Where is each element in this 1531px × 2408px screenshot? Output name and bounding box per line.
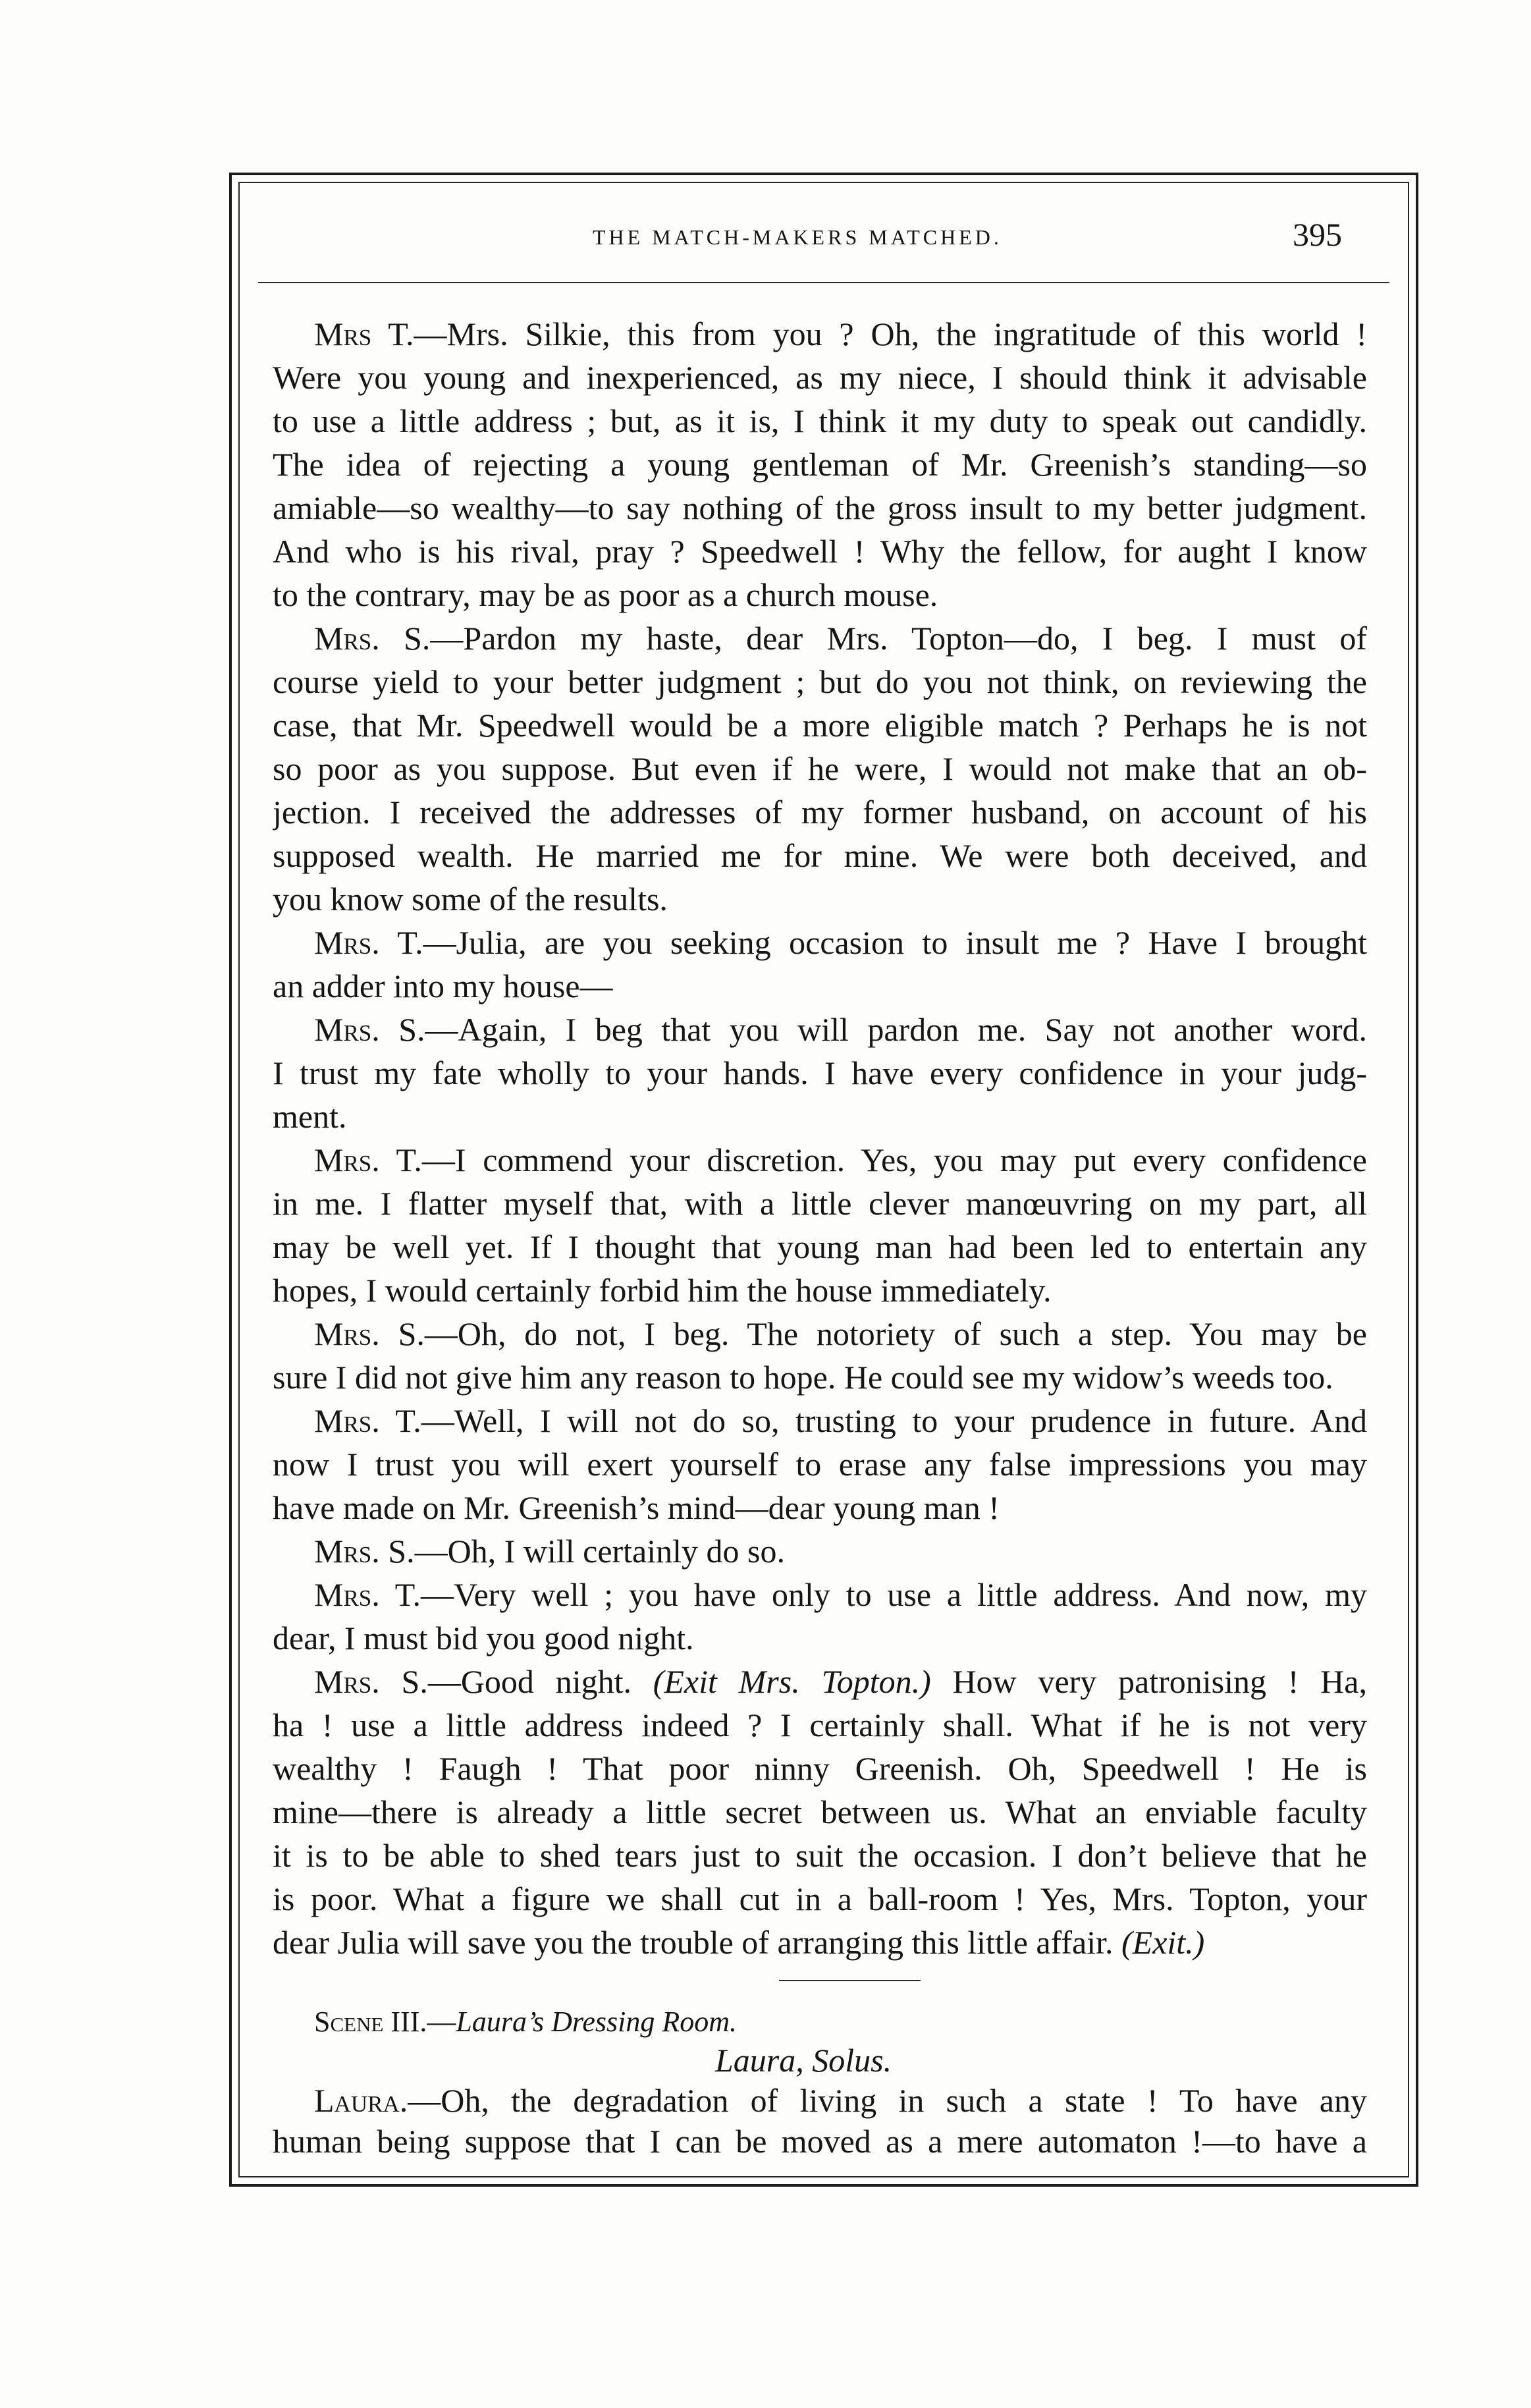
running-head: THE MATCH-MAKERS MATCHED.: [593, 225, 1002, 249]
text-line: an adder into my house—: [273, 968, 613, 1004]
text-line: Were you young and inexperienced, as my niece, I should think it advisable: [273, 359, 1367, 396]
stage-direction: (Exit Mrs. Topton.): [653, 1663, 931, 1700]
speaker-name: Mrs. S.: [314, 1011, 425, 1048]
text-line: so poor as you suppose. But even if he were, I would not make that an ob-: [273, 750, 1367, 787]
line-text: —Mrs. Silkie, this from you ? Oh, the ingratitude of this world !: [414, 315, 1367, 352]
text-line: case, that Mr. Speedwell would be a more eligible match ? Perhaps he is not: [273, 707, 1367, 744]
text-line: ha ! use a little address indeed ? I certainly shall. What if he is not very: [273, 1707, 1367, 1743]
text-line: [273, 1660, 1367, 1703]
speaker-name: Mrs. T.: [314, 1141, 422, 1178]
text-line: to the contrary, may be as poor as a church mouse.: [273, 576, 938, 613]
dialogue-paragraph: [273, 1312, 1367, 1399]
text-line: in me. I flatter myself that, with a little clever manœuvring on my part, all: [273, 1185, 1367, 1222]
speaker-name: Mrs. T.: [314, 1576, 421, 1613]
text-line: have made on Mr. Greenish’s mind—dear young man !: [273, 1489, 1000, 1526]
text-line: [273, 1008, 1367, 1051]
text-line: jection. I received the addresses of my former husband, on account of his: [273, 794, 1367, 831]
line-text: —Good night.: [427, 1663, 653, 1700]
speaker-name: Mrs. S.: [314, 620, 431, 657]
speaker-name: Laura.: [314, 2082, 408, 2119]
dialogue-paragraph: [273, 1529, 1367, 1573]
dialogue-paragraph: [273, 1008, 1367, 1138]
speaker-name: Mrs T.: [314, 315, 414, 352]
speaker-name: Mrs. S.: [314, 1663, 428, 1700]
text-line: sure I did not give him any reason to hope. He could see my widow’s weeds too.: [273, 1359, 1333, 1396]
speaker-name: Mrs. S.: [314, 1533, 415, 1570]
text-line: [273, 312, 1367, 356]
dialogue-paragraph: [273, 312, 1367, 616]
text-line: [273, 1529, 1367, 1573]
header-rule: [258, 282, 1389, 283]
scene-text: [273, 2080, 1367, 2162]
text-line: mine—there is already a little secret between us. What an enviable faculty: [273, 1793, 1367, 1830]
speaker-name: Mrs. S.: [314, 1315, 425, 1352]
text-line: [273, 1399, 1367, 1442]
dialogue-paragraph: [273, 1138, 1367, 1312]
dialogue-paragraph: [273, 1660, 1367, 1964]
text-line: to use a little address ; but, as it is, I think it my duty to speak out candidly.: [273, 402, 1367, 439]
text-line: [273, 2080, 1367, 2121]
text-line: [273, 1921, 1367, 1964]
text-line: [273, 616, 1367, 660]
line-text: How very patronising ! Ha,: [930, 1663, 1367, 1700]
text-line: now I trust you will exert yourself to erase any false impressions you may: [273, 1446, 1367, 1483]
dialogue-paragraph: [273, 1399, 1367, 1529]
text-line: [273, 1312, 1367, 1355]
text-line: The idea of rejecting a young gentleman of Mr. Greenish’s standing—so: [273, 446, 1367, 483]
text-line: wealthy ! Faugh ! That poor ninny Greenish. Oh, Speedwell ! He is: [273, 1750, 1367, 1787]
text-line: [273, 1138, 1367, 1182]
text-line: human being suppose that I can be moved as a mere automaton !—to have a: [273, 2123, 1367, 2160]
line-text: —Oh, I will certainly do so.: [414, 1533, 785, 1570]
scene-number: Scene III.—: [314, 2006, 456, 2038]
text-line: course yield to your better judgment ; but do you not think, on reviewing the: [273, 663, 1367, 700]
line-text: —Oh, do not, I beg. The notoriety of such a step. You may be: [424, 1315, 1367, 1352]
line-text: —Again, I beg that you will pardon me. Say not another word.: [425, 1011, 1367, 1048]
text-line: it is to be able to shed tears just to suit the occasion. I don’t believe that he: [273, 1837, 1367, 1874]
text-line: And who is his rival, pray ? Speedwell ! Why the fellow, for aught I know: [273, 533, 1367, 570]
line-text: —Very well ; you have only to use a little address. And now, my: [421, 1576, 1367, 1613]
page-number: 395: [1293, 216, 1342, 253]
line-text: —Well, I will not do so, trusting to your prudence in future. And: [421, 1402, 1367, 1439]
text-line: [273, 1573, 1367, 1616]
dialogue-paragraph: [273, 1573, 1367, 1660]
line-text: —Julia, are you seeking occasion to insult me ? Have I brought: [423, 924, 1367, 961]
text-line: may be well yet. If I thought that young man had been led to entertain any: [273, 1228, 1367, 1265]
text-line: I trust my fate wholly to your hands. I have every confidence in your judg-: [273, 1054, 1367, 1091]
speaker-name: Mrs. T.: [314, 1402, 421, 1439]
line-text: —Pardon my haste, dear Mrs. Topton—do, I beg. I must of: [430, 620, 1367, 657]
text-line: [273, 921, 1367, 964]
stage-direction: (Exit.): [1121, 1924, 1205, 1961]
speaker-name: Mrs. T.: [314, 924, 423, 961]
text-line: amiable—so wealthy—to say nothing of the gross insult to my better judgment.: [273, 489, 1367, 526]
text-line: dear, I must bid you good night.: [273, 1620, 694, 1656]
scene-cast: Laura, Solus.: [715, 2042, 892, 2079]
text-line: supposed wealth. He married me for mine. We were both deceived, and: [273, 837, 1367, 874]
dialogue-paragraph: [273, 921, 1367, 1008]
page-text: [273, 312, 1367, 1964]
scene-heading: [314, 2002, 737, 2042]
scene-location: Laura’s Dressing Room.: [456, 2006, 737, 2038]
dialogue-paragraph: [273, 616, 1367, 921]
line-text: —I commend your discretion. Yes, you may put every confidence: [421, 1141, 1367, 1178]
text-line: ment.: [273, 1098, 347, 1135]
line-text: dear Julia will save you the trouble of arranging this little affair.: [273, 1924, 1121, 1961]
text-line: is poor. What a figure we shall cut in a ball-room ! Yes, Mrs. Topton, your: [273, 1880, 1367, 1917]
line-text: —Oh, the degradation of living in such a state ! To have any: [408, 2082, 1367, 2119]
text-line: hopes, I would certainly forbid him the house immediately.: [273, 1272, 1052, 1309]
text-line: you know some of the results.: [273, 881, 668, 917]
scene-separator: [779, 1980, 921, 1981]
